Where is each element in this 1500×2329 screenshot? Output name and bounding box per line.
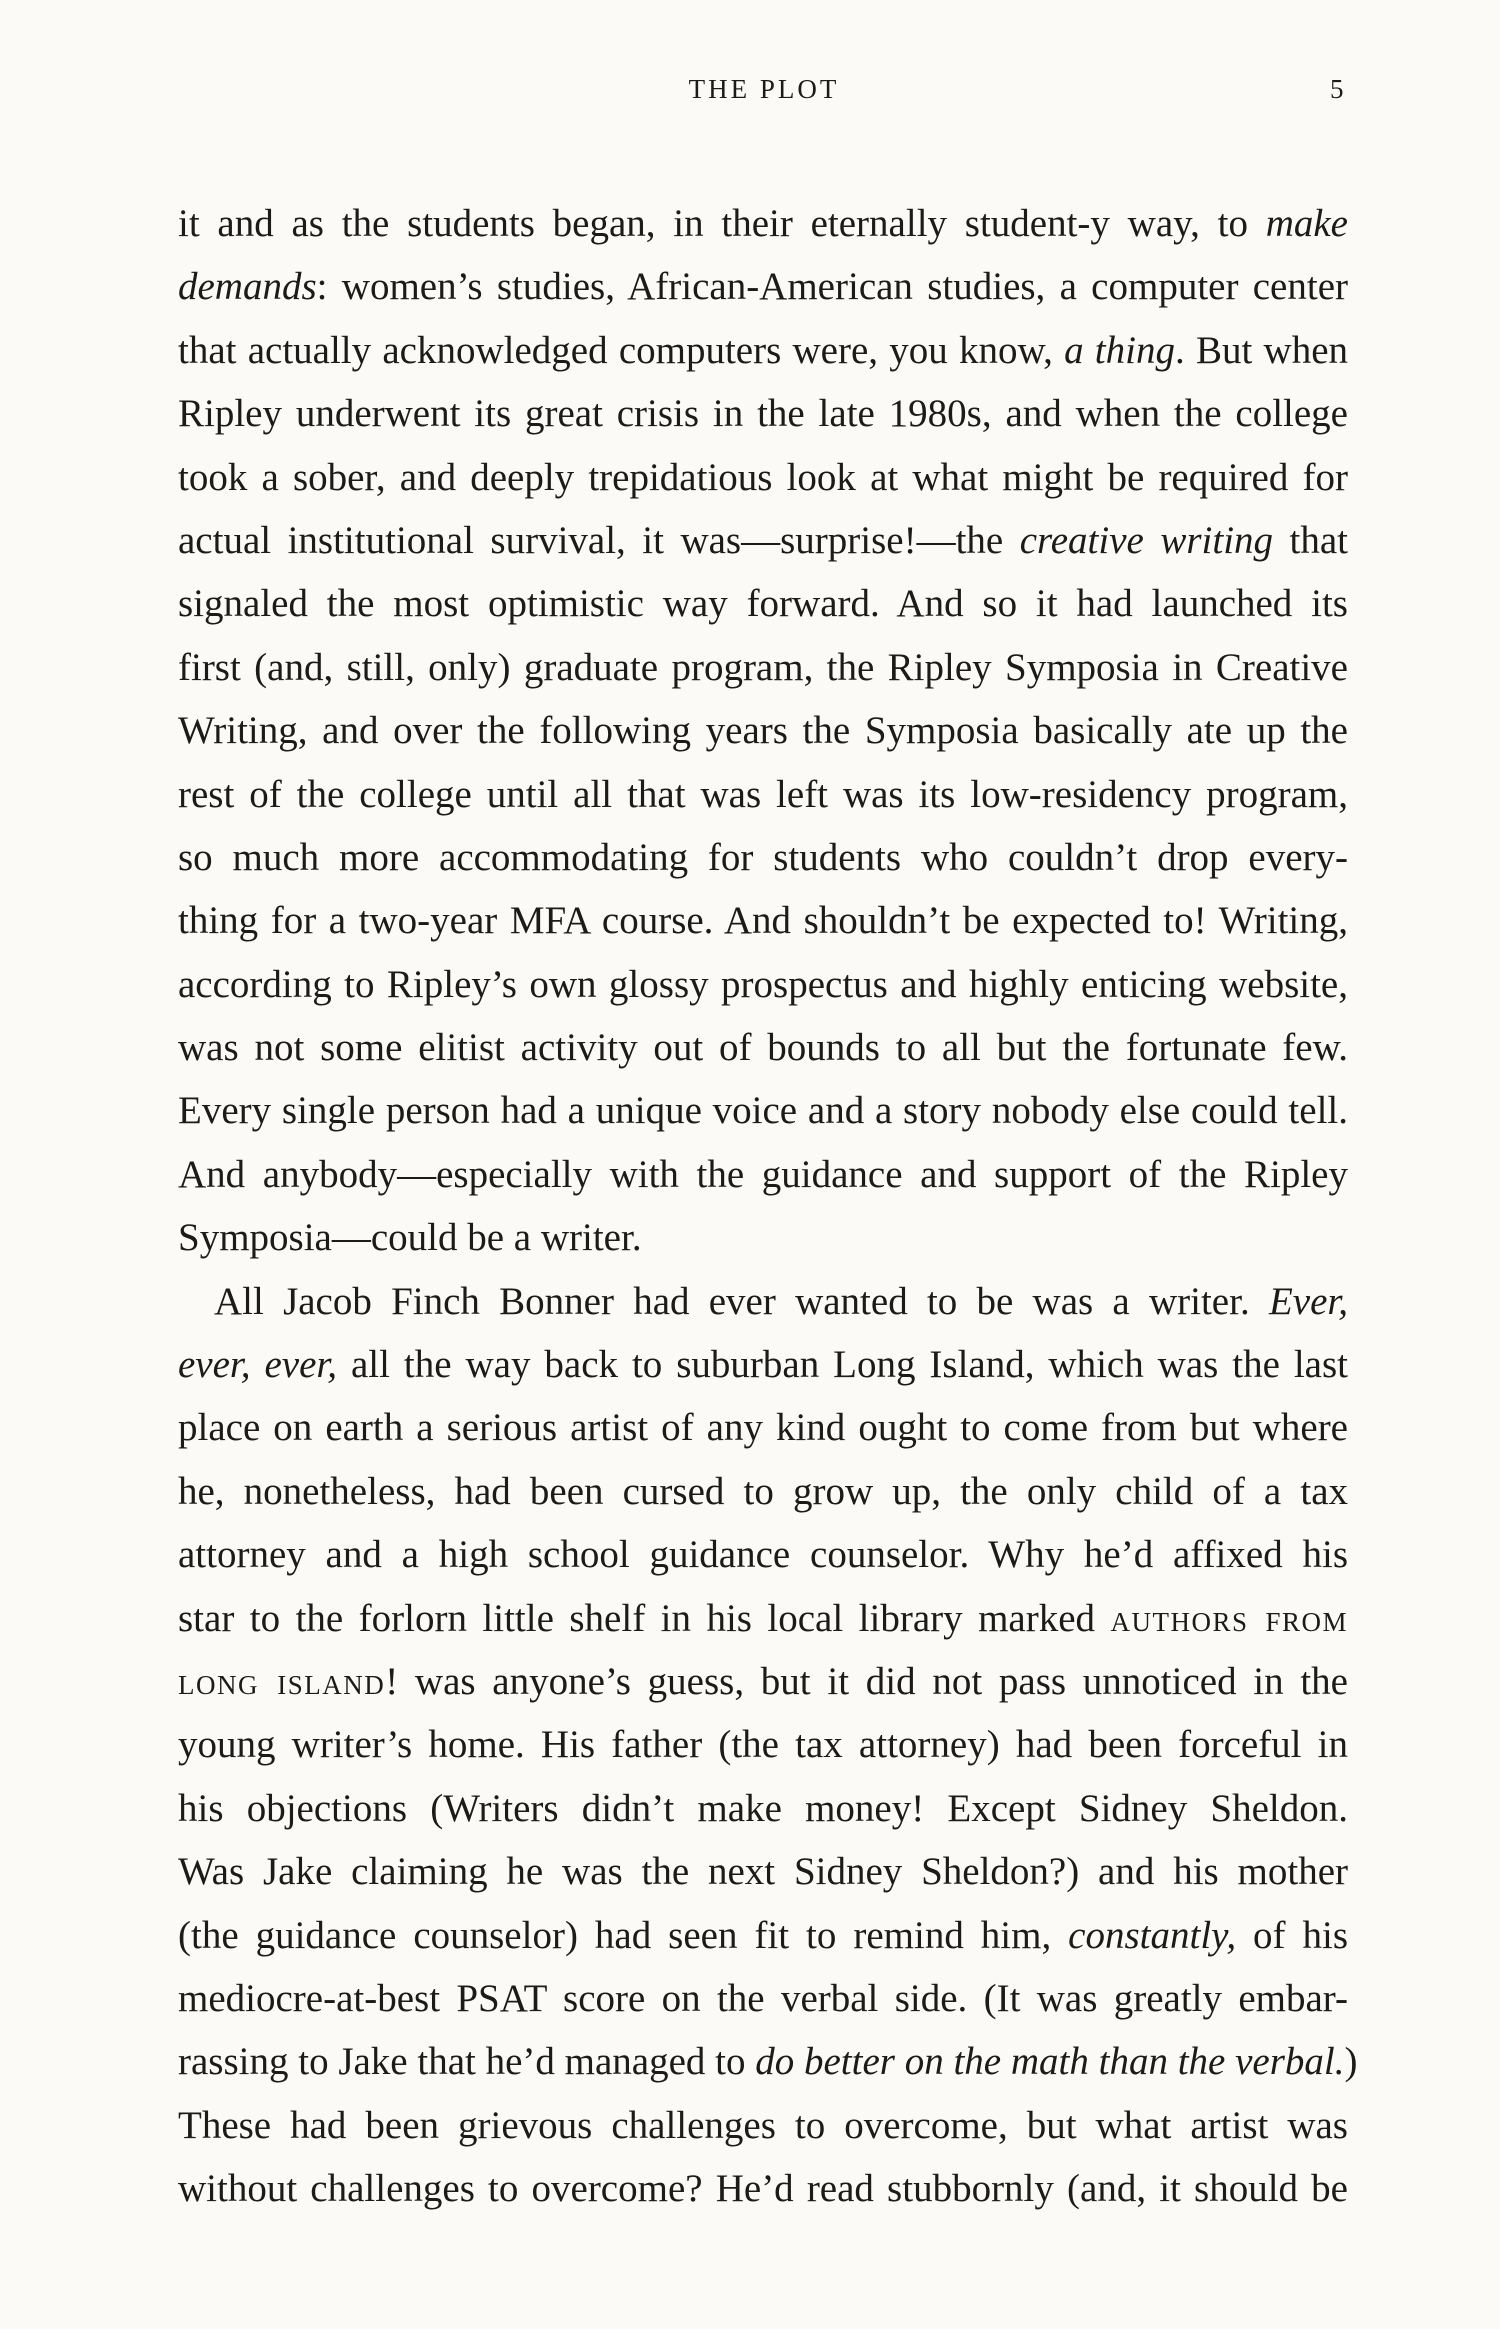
text-segment: . But when [1174,328,1349,372]
text-line [178,1713,1348,1776]
text-segment: thing for a two-year MFA course. And shouldn’t be expected to! Writing, [178,899,1348,943]
text-segment: All Jacob Finch Bonner had ever wanted to be was a writer. [214,1279,1269,1323]
text-segment: without challenges to overcome? He’d read stubbornly (and, it should be [178,2167,1348,2211]
text-segment: place on earth a serious artist of any kind ought to come from but where [178,1406,1348,1450]
text-line [178,255,1348,318]
italic-text: ever, ever, [178,1343,338,1387]
text-segment: young writer’s home. His father (the tax attorney) had been forceful in [178,1723,1348,1767]
italic-text: Ever, [1268,1279,1348,1323]
text-line [178,1079,1348,1142]
text-line [178,889,1348,952]
text-segment: of his [1236,1913,1349,1957]
text-segment: attorney and a high school guidance counselor. Why he’d affixed his [178,1533,1348,1577]
text-segment: ! was anyone’s guess, but it did not pass unnoticed in the [385,1659,1348,1703]
text-segment: Every single person had a unique voice and a story nobody else could tell. [178,1089,1348,1133]
text-line [178,1777,1348,1840]
text-segment: (the guidance counselor) had seen fit to remind him, [178,1913,1069,1957]
italic-text: creative writing [1019,518,1274,562]
text-segment: according to Ripley’s own glossy prospectus and highly enticing website, [178,962,1348,1006]
page-header [0,74,1500,114]
text-line [178,1587,1348,1650]
text-line [178,1333,1348,1396]
text-line [178,1016,1348,1079]
text-line [178,953,1348,1016]
text-line [178,2094,1348,2157]
text-segment: he, nonetheless, had been cursed to grow up, the only child of a tax [178,1469,1348,1513]
text-segment: star to the forlorn little shelf in his local library marked [178,1596,1111,1640]
text-segment: his objections (Writers didn’t make money! Except Sidney Sheldon. [178,1786,1348,1830]
text-segment: so much more accommodating for students who couldn’t drop every- [178,835,1348,879]
text-segment: that [1273,518,1348,562]
italic-text: constantly, [1068,1913,1237,1957]
text-segment: actual institutional survival, it was—surprise!—the [178,518,1020,562]
running-head: THE PLOT [688,74,840,104]
text-line [178,382,1348,445]
text-segment: And anybody—especially with the guidance and support of the Ripley [178,1152,1348,1196]
text-line [178,1143,1348,1206]
text-segment: that actually acknowledged computers were, you know, [178,328,1065,372]
text-segment: Ripley underwent its great crisis in the late 1980s, and when the college [178,392,1348,436]
italic-text: demands [178,265,317,309]
text-segment: Symposia—could be a writer. [178,1216,642,1260]
text-line [178,1206,1348,1269]
text-line [178,1904,1348,1967]
text-line [178,1396,1348,1459]
text-segment: it and as the students began, in their eternally student-y way, to [178,202,1266,245]
text-line [178,572,1348,635]
text-segment: was not some elitist activity out of bounds to all but the fortunate few. [178,1026,1348,1070]
small-caps-text: long island [178,1659,386,1703]
page-number: 5 [1330,74,1344,104]
text-line [178,1967,1348,2030]
body-text [178,192,1358,2221]
text-line [178,446,1348,509]
text-line [178,636,1348,699]
text-segment: rest of the college until all that was left was its low-residency program, [178,772,1348,816]
text-segment: Writing, and over the following years the Symposia basically ate up the [178,709,1348,753]
text-line [178,192,1348,255]
text-segment: rassing to Jake that he’d managed to [178,2040,756,2084]
text-line [178,763,1348,826]
text-line [178,1460,1348,1523]
text-line [178,1650,1348,1713]
text-line [178,1840,1348,1903]
text-line [178,826,1348,889]
text-segment: Was Jake claiming he was the next Sidney Sheldon?) and his mother [178,1850,1348,1894]
text-segment: first (and, still, only) graduate program, the Ripley Symposia in Creative [178,645,1348,689]
text-segment: ) [1344,2040,1358,2084]
text-segment: took a sober, and deeply trepidatious look at what might be required for [178,455,1348,499]
text-line [178,2157,1348,2220]
text-segment: : women’s studies, African-American studies, a computer center [316,265,1348,309]
text-line [178,1523,1348,1586]
text-segment: all the way back to suburban Long Island, which was the last [337,1343,1348,1387]
text-line [178,1270,1348,1333]
text-line [178,699,1348,762]
small-caps-text: authors from [1110,1596,1348,1640]
italic-text: make [1265,202,1348,245]
text-segment: mediocre-at-best PSAT score on the verbal side. (It was greatly embar- [178,1976,1348,2020]
italic-text: a thing [1064,328,1175,372]
text-line [178,2030,1358,2093]
text-segment: These had been grievous challenges to overcome, but what artist was [178,2103,1348,2147]
italic-text: do better on the math than the verbal. [755,2040,1345,2084]
text-line [178,319,1348,382]
text-segment: signaled the most optimistic way forward. And so it had launched its [178,582,1348,626]
text-line [178,509,1348,572]
